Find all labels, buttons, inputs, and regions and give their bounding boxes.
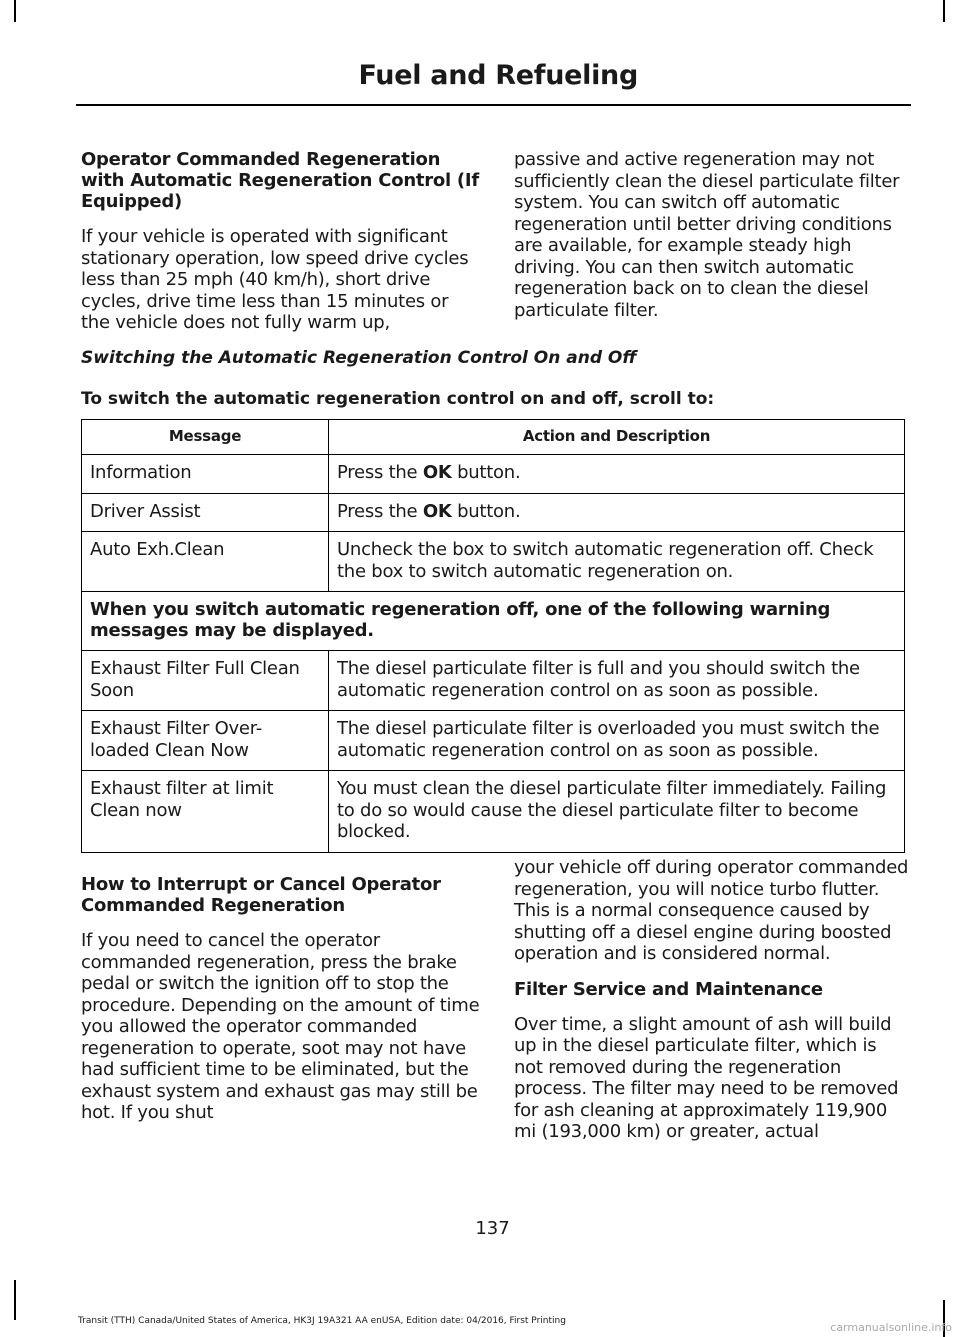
warning-message-cell: Exhaust Filter Full Clean Soon bbox=[82, 651, 329, 711]
right-top-column bbox=[514, 149, 910, 335]
warning-message-cell: Exhaust Filter Over-loaded Clean Now bbox=[82, 711, 329, 771]
message-cell: Information bbox=[82, 455, 329, 494]
table-header-row bbox=[82, 420, 905, 455]
action-cell bbox=[329, 493, 905, 532]
left-top-column bbox=[81, 149, 481, 348]
warning-action-cell: You must clean the diesel particulate filter immediately. Failing to do so would cause the diesel particulate filter to become blocked. bbox=[329, 771, 905, 853]
table-row bbox=[82, 771, 905, 853]
paragraph-turbo-flutter: your vehicle off during operator commanded regeneration, you will notice turbo flutter. This is a normal consequence caused by shutting off a diesel engine during boosted operation and is considered normal. bbox=[514, 857, 909, 964]
section-heading-operator-regeneration: Operator Commanded Regeneration with Automatic Regeneration Control (If Equipped) bbox=[81, 149, 479, 212]
warning-intro-cell: When you switch automatic regeneration off, one of the following warning messages may be displayed. bbox=[82, 592, 905, 651]
left-bottom-column bbox=[81, 874, 481, 1138]
table-row bbox=[82, 711, 905, 771]
message-cell: Auto Exh.Clean bbox=[82, 532, 329, 592]
section-heading-cancel-regeneration: How to Interrupt or Cancel Operator Commanded Regeneration bbox=[81, 874, 441, 916]
ok-button-label: OK bbox=[422, 462, 452, 483]
crop-mark-top-left bbox=[14, 0, 16, 22]
watermark: carmanualsonline.info bbox=[830, 1321, 952, 1334]
action-text: button. bbox=[451, 462, 521, 483]
paragraph-passive-active-regeneration: passive and active regeneration may not sufficiently clean the diesel particulate filter system. You can switch off automatic regeneration until better driving conditions are available, for example steady high driving. You can then switch automatic regeneration back on to clean the diesel particulate filter. bbox=[514, 149, 900, 321]
regeneration-messages-table bbox=[81, 419, 905, 853]
table-row bbox=[82, 493, 905, 532]
page-section-title: Fuel and Refueling bbox=[358, 60, 638, 91]
header-divider bbox=[76, 104, 911, 106]
table-row bbox=[82, 532, 905, 592]
footer-edition-info: Transit (TTH) Canada/United States of America, HK3J 19A321 AA enUSA, Edition date: 04/2016, First Printing bbox=[78, 1316, 566, 1326]
crop-mark-top-right bbox=[943, 0, 945, 22]
crop-mark-bottom-left bbox=[14, 1280, 16, 1320]
warning-message-cell: Exhaust filter at limit Clean now bbox=[82, 771, 329, 853]
warning-action-cell: The diesel particulate filter is overloaded you must switch the automatic regeneration control on as soon as possible. bbox=[329, 711, 905, 771]
subheading-switching-control: Switching the Automatic Regeneration Control On and Off bbox=[81, 348, 637, 368]
action-text: Press the bbox=[337, 500, 423, 522]
warning-action-cell: The diesel particulate filter is full and you should switch the automatic regeneration control on as soon as possible. bbox=[329, 651, 905, 711]
table-row bbox=[82, 651, 905, 711]
action-cell bbox=[329, 455, 905, 494]
paragraph-cancel-instructions: If you need to cancel the operator commanded regeneration, press the brake pedal or switch the ignition off to stop the procedure. Depending on the amount of time you allowed the operator commanded regeneration to operate, soot may not have had sufficient time to be eliminated, but the exhaust system and exhaust gas may still be hot. If you shut bbox=[81, 930, 480, 1123]
action-cell: Uncheck the box to switch automatic regeneration off. Check the box to switch automatic regeneration on. bbox=[329, 532, 905, 592]
column-header-message: Message bbox=[82, 420, 329, 455]
table-row bbox=[82, 455, 905, 494]
switch-instruction: To switch the automatic regeneration control on and off, scroll to: bbox=[81, 389, 715, 409]
paragraph-ash-buildup: Over time, a slight amount of ash will build up in the diesel particulate filter, which is not removed during the regeneration process. The filter may need to be removed for ash cleaning at approximately 119,900 mi (193,000 km) or greater, actual bbox=[514, 1013, 899, 1142]
column-header-action: Action and Description bbox=[329, 420, 905, 455]
paragraph-operation-conditions: If your vehicle is operated with significant stationary operation, low speed drive cycles less than 25 mph (40 km/h), short drive cycles, drive time less than 15 minutes or the vehicle does not fully warm up, bbox=[81, 226, 469, 333]
table-span-row bbox=[82, 592, 905, 651]
message-cell: Driver Assist bbox=[82, 493, 329, 532]
action-text: Press the bbox=[337, 462, 423, 483]
action-text: button. bbox=[451, 500, 521, 522]
ok-button-label: OK bbox=[422, 500, 452, 522]
right-bottom-column bbox=[514, 857, 910, 1157]
page-number: 137 bbox=[475, 1218, 510, 1239]
section-heading-filter-service: Filter Service and Maintenance bbox=[514, 978, 823, 1000]
